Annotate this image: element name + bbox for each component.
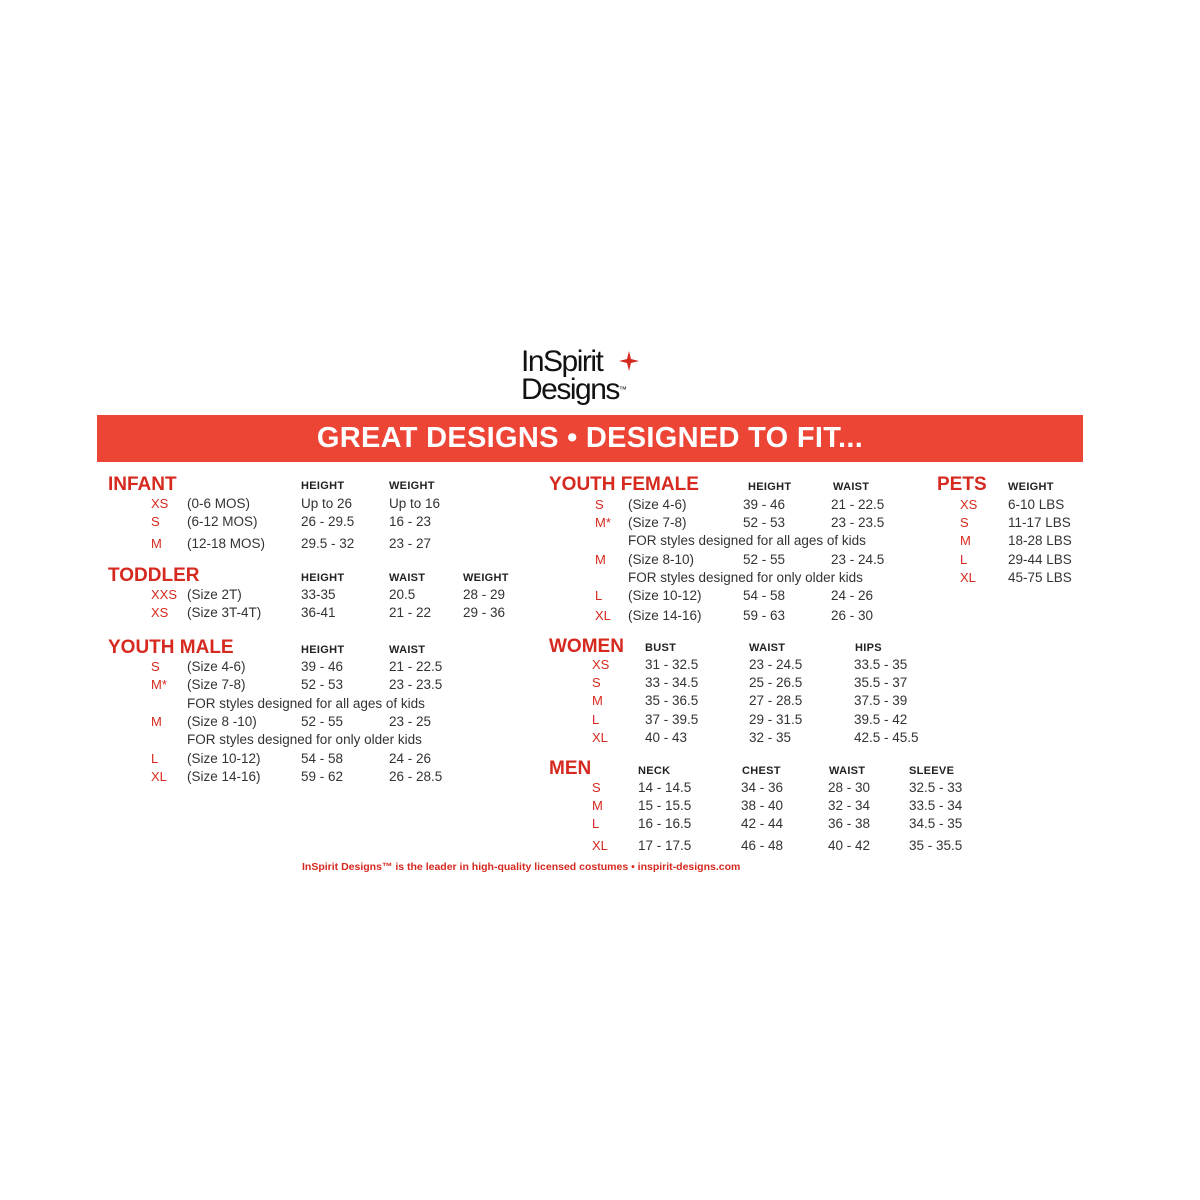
fit-note: FOR styles designed for all ages of kids: [628, 533, 866, 548]
column-header: WAIST: [389, 572, 426, 584]
section-title-youth-female: YOUTH FEMALE: [549, 474, 699, 495]
size-label: L: [960, 552, 968, 567]
bust-value: 37 - 39.5: [645, 712, 699, 727]
sleeve-value: 35 - 35.5: [909, 838, 963, 853]
waist-value: 21 - 22.5: [389, 659, 443, 674]
column-header: BUST: [645, 642, 677, 654]
size-label: XS: [151, 496, 169, 511]
size-label: M: [592, 693, 603, 708]
hips-value: 39.5 - 42: [854, 712, 908, 727]
height-value: Up to 26: [301, 496, 353, 511]
weight-value: 28 - 29: [463, 587, 506, 602]
waist-value: 24 - 26: [831, 588, 874, 603]
waist-value: 23 - 23.5: [389, 677, 443, 692]
waist-value: 23 - 24.5: [831, 552, 885, 567]
section-title-infant: INFANT: [108, 474, 177, 495]
sleeve-value: 34.5 - 35: [909, 816, 963, 831]
bust-value: 31 - 32.5: [645, 657, 699, 672]
waist-value: 26 - 28.5: [389, 769, 443, 784]
weight-value: 29-44 LBS: [1008, 552, 1072, 567]
brand-logo: [519, 345, 649, 407]
waist-value: 20.5: [389, 587, 416, 602]
waist-value: 25 - 26.5: [749, 675, 803, 690]
size-label: S: [592, 780, 601, 795]
logo-line1: InSpirit: [521, 345, 603, 378]
height-value: 54 - 58: [743, 588, 786, 603]
waist-value: 28 - 30: [828, 780, 871, 795]
height-value: 29.5 - 32: [301, 536, 355, 551]
size-label: XS: [151, 605, 169, 620]
weight-value: 6-10 LBS: [1008, 497, 1065, 512]
size-label: S: [151, 514, 160, 529]
fit-note: FOR styles designed for all ages of kids: [187, 696, 425, 711]
height-value: 33-35: [301, 587, 336, 602]
weight-value: 11-17 LBS: [1008, 515, 1071, 530]
size-range: (0-6 MOS): [187, 496, 251, 511]
bust-value: 35 - 36.5: [645, 693, 699, 708]
column-header: WAIST: [389, 644, 426, 656]
weight-value: 16 - 23: [389, 514, 432, 529]
weight-value: Up to 16: [389, 496, 441, 511]
waist-value: 27 - 28.5: [749, 693, 803, 708]
neck-value: 15 - 15.5: [638, 798, 692, 813]
weight-value: 45-75 LBS: [1008, 570, 1072, 585]
sparkle-icon: [619, 351, 639, 371]
waist-value: 32 - 34: [828, 798, 871, 813]
size-range: (Size 14-16): [628, 608, 702, 623]
size-range: (Size 7-8): [628, 515, 687, 530]
size-label: XS: [592, 657, 610, 672]
size-label: S: [595, 497, 604, 512]
waist-value: 29 - 31.5: [749, 712, 803, 727]
size-range: (Size 10-12): [628, 588, 702, 603]
footer-tagline: InSpirit Designs™ is the leader in high-quality licensed costumes • inspirit-designs.com: [302, 861, 741, 873]
section-title-men: MEN: [549, 758, 592, 779]
chest-value: 46 - 48: [741, 838, 784, 853]
waist-value: 40 - 42: [828, 838, 871, 853]
size-label: XL: [151, 769, 167, 784]
size-label: M: [592, 798, 603, 813]
waist-value: 26 - 30: [831, 608, 874, 623]
column-header: CHEST: [742, 765, 781, 777]
waist-value: 21 - 22: [389, 605, 432, 620]
size-label: L: [151, 751, 159, 766]
height-value: 54 - 58: [301, 751, 344, 766]
hips-value: 42.5 - 45.5: [854, 730, 919, 745]
size-range: (Size 4-6): [628, 497, 687, 512]
size-label: S: [960, 515, 969, 530]
size-label: M: [960, 533, 971, 548]
section-title-women: WOMEN: [549, 636, 624, 657]
waist-value: 23 - 23.5: [831, 515, 885, 530]
column-header: WEIGHT: [389, 480, 435, 492]
neck-value: 14 - 14.5: [638, 780, 692, 795]
size-label: S: [151, 659, 160, 674]
column-header: HEIGHT: [748, 481, 792, 493]
waist-value: 23 - 24.5: [749, 657, 803, 672]
height-value: 52 - 55: [743, 552, 786, 567]
bust-value: 40 - 43: [645, 730, 688, 745]
size-range: (Size 4-6): [187, 659, 246, 674]
height-value: 52 - 55: [301, 714, 344, 729]
chest-value: 38 - 40: [741, 798, 784, 813]
size-label: M: [595, 552, 606, 567]
height-value: 26 - 29.5: [301, 514, 355, 529]
column-header: WAIST: [833, 481, 870, 493]
tagline-banner: GREAT DESIGNS • DESIGNED TO FIT...: [97, 415, 1083, 462]
size-label: S: [592, 675, 601, 690]
chest-value: 42 - 44: [741, 816, 784, 831]
size-range: (Size 2T): [187, 587, 242, 602]
height-value: 52 - 53: [743, 515, 786, 530]
neck-value: 16 - 16.5: [638, 816, 692, 831]
size-range: (Size 8 -10): [187, 714, 257, 729]
hips-value: 33.5 - 35: [854, 657, 908, 672]
size-label: XS: [960, 497, 978, 512]
weight-value: 23 - 27: [389, 536, 432, 551]
size-label: XL: [592, 838, 608, 853]
size-label: XL: [595, 608, 611, 623]
height-value: 39 - 46: [301, 659, 344, 674]
size-range: (Size 7-8): [187, 677, 246, 692]
chest-value: 34 - 36: [741, 780, 784, 795]
fit-note: FOR styles designed for only older kids: [628, 570, 863, 585]
height-value: 39 - 46: [743, 497, 786, 512]
size-label: L: [592, 712, 600, 727]
size-label: M*: [595, 515, 611, 530]
size-label: M: [151, 714, 162, 729]
size-range: (Size 14-16): [187, 769, 261, 784]
section-title-toddler: TODDLER: [108, 565, 200, 586]
waist-value: 32 - 35: [749, 730, 792, 745]
size-label: M: [151, 536, 162, 551]
size-label: L: [592, 816, 600, 831]
hips-value: 35.5 - 37: [854, 675, 908, 690]
weight-value: 29 - 36: [463, 605, 506, 620]
size-label: M*: [151, 677, 167, 692]
column-header: WAIST: [829, 765, 866, 777]
sleeve-value: 33.5 - 34: [909, 798, 963, 813]
column-header: SLEEVE: [909, 765, 955, 777]
waist-value: 24 - 26: [389, 751, 432, 766]
column-header: HIPS: [855, 642, 882, 654]
size-range: (12-18 MOS): [187, 536, 266, 551]
weight-value: 18-28 LBS: [1008, 533, 1072, 548]
size-label: XL: [960, 570, 976, 585]
size-range: (Size 8-10): [628, 552, 695, 567]
column-header: HEIGHT: [301, 480, 345, 492]
column-header: HEIGHT: [301, 572, 345, 584]
size-range: (6-12 MOS): [187, 514, 258, 529]
column-header: WEIGHT: [463, 572, 509, 584]
section-title-pets: PETS: [937, 474, 987, 495]
size-label: L: [595, 588, 603, 603]
sleeve-value: 32.5 - 33: [909, 780, 963, 795]
hips-value: 37.5 - 39: [854, 693, 908, 708]
fit-note: FOR styles designed for only older kids: [187, 732, 422, 747]
height-value: 52 - 53: [301, 677, 344, 692]
height-value: 36-41: [301, 605, 336, 620]
size-range: (Size 10-12): [187, 751, 261, 766]
height-value: 59 - 63: [743, 608, 786, 623]
column-header: WEIGHT: [1008, 481, 1054, 493]
section-title-youth-male: YOUTH MALE: [108, 637, 234, 658]
logo-line2: Designs™: [521, 373, 627, 406]
size-label: XL: [592, 730, 608, 745]
height-value: 59 - 62: [301, 769, 344, 784]
waist-value: 21 - 22.5: [831, 497, 885, 512]
waist-value: 23 - 25: [389, 714, 432, 729]
size-label: XXS: [151, 587, 178, 602]
column-header: NECK: [638, 765, 671, 777]
column-header: HEIGHT: [301, 644, 345, 656]
column-header: WAIST: [749, 642, 786, 654]
neck-value: 17 - 17.5: [638, 838, 692, 853]
bust-value: 33 - 34.5: [645, 675, 699, 690]
size-range: (Size 3T-4T): [187, 605, 262, 620]
waist-value: 36 - 38: [828, 816, 871, 831]
